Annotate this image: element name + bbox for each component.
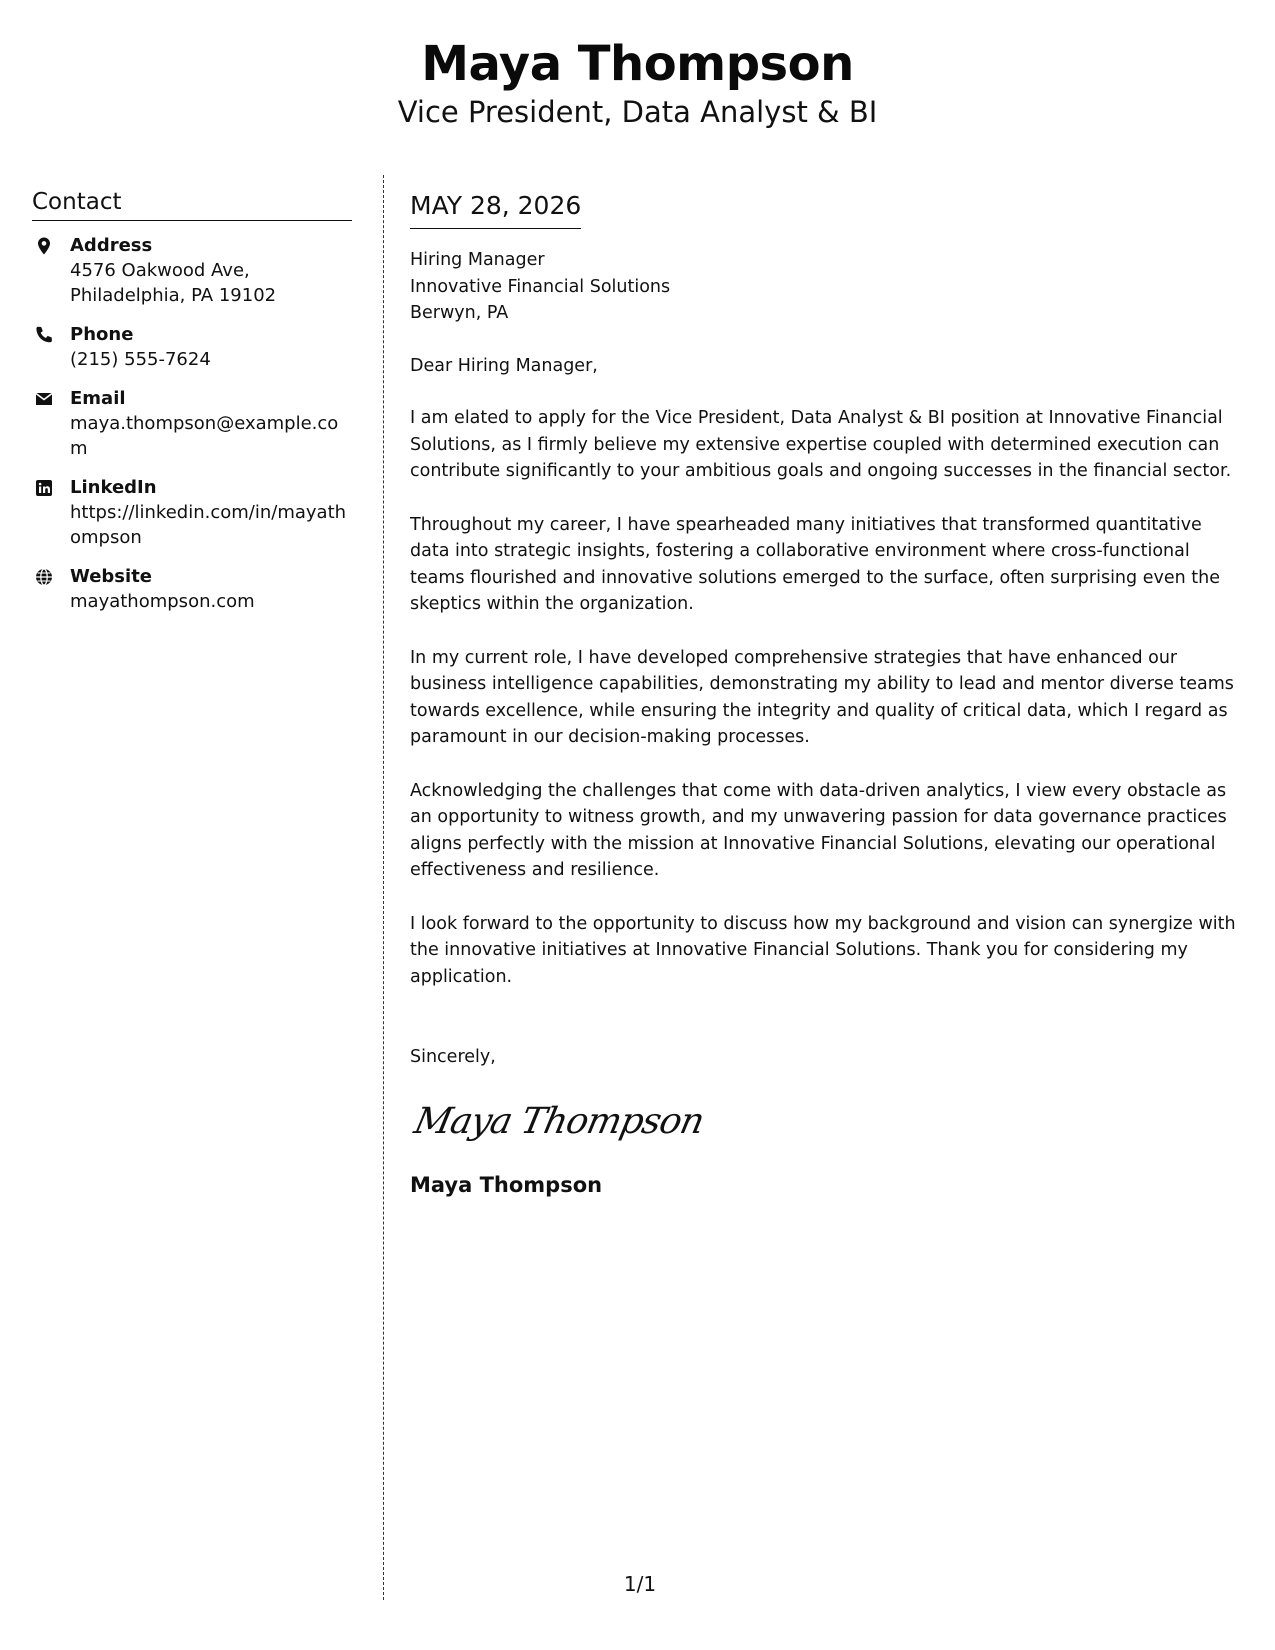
recipient-line: Hiring Manager: [410, 250, 545, 270]
envelope-icon: [34, 389, 54, 409]
recipient-line: Innovative Financial Solutions: [410, 276, 671, 297]
contact-value[interactable]: mayathompson.com: [70, 591, 255, 612]
svg-text:Maya Thompson: Maya Thompson: [410, 1098, 708, 1142]
contact-value[interactable]: https://linkedin.com/in/mayathompson: [70, 502, 347, 548]
applicant-name: Maya Thompson: [421, 36, 854, 92]
recipient-line: Berwyn, PA: [410, 303, 509, 323]
contact-section-title: Contact: [32, 188, 352, 221]
contact-label: LinkedIn: [70, 477, 157, 498]
globe-icon: [34, 567, 54, 587]
contact-value: maya.thompson@example.com: [70, 413, 339, 459]
phone-icon: [34, 325, 54, 345]
body-paragraph: Acknowledging the challenges that come with data-driven analytics, I view every obstacle as an opportunity to witness growth, and my unwavering passion for data governance practices aligns perfectly with the mission at Innovative Financial Solutions, elevating our operational effectiveness and resilience.: [410, 780, 1227, 880]
contact-label: Email: [70, 388, 126, 409]
contact-label: Website: [70, 566, 153, 587]
contact-item-website: [32, 564, 352, 614]
letter-body: [410, 190, 1240, 1199]
page-number: 1/1: [623, 1572, 657, 1596]
letter-header: [0, 34, 1275, 130]
signer-name: Maya Thompson: [410, 1172, 603, 1197]
body-paragraph: Throughout my career, I have spearheaded many initiatives that transformed quantitative data into strategic insights, fostering a collaborative environment where cross-functional teams flourished and innovative solutions emerged to the surface, often surprising even the skeptics within the organization.: [410, 514, 1220, 614]
body-paragraph: I am elated to apply for the Vice President, Data Analyst & BI position at Innovative Financial Solutions, as I firmly believe my extensive expertise coupled with determined execution can contribute significantly to your ambitious goals and ongoing successes in the financial sector.: [410, 408, 1232, 481]
handwritten-signature: [410, 1089, 1240, 1159]
closing: Sincerely,: [410, 1047, 496, 1067]
column-divider: [383, 175, 384, 1600]
contact-label: Phone: [70, 324, 134, 345]
contact-value: (215) 555-7624: [70, 349, 211, 370]
map-pin-icon: [34, 236, 54, 256]
letter-date: MAY 28, 2026: [410, 190, 581, 229]
salutation: Dear Hiring Manager,: [410, 355, 598, 376]
recipient-block: [410, 247, 1240, 327]
contact-item-address: [32, 233, 352, 308]
body-paragraph: I look forward to the opportunity to discuss how my background and vision can synergize with the innovative initiatives at Innovative Financial Solutions. Thank you for considering my application.: [410, 913, 1236, 987]
applicant-role: Vice President, Data Analyst & BI: [397, 95, 878, 129]
contact-item-phone: [32, 322, 352, 372]
contact-sidebar: [32, 188, 352, 628]
contact-item-linkedin: [32, 475, 352, 550]
contact-item-email: [32, 386, 352, 461]
body-paragraph: In my current role, I have developed comprehensive strategies that have enhanced our business intelligence capabilities, demonstrating my ability to lead and mentor diverse teams towards excellence, while ensuring the integrity and quality of critical data, which I regard as paramount in our decision-making processes.: [410, 647, 1234, 747]
linkedin-icon: [34, 478, 54, 498]
contact-label: Address: [70, 235, 153, 256]
contact-value: 4576 Oakwood Ave, Philadelphia, PA 19102: [70, 260, 277, 306]
